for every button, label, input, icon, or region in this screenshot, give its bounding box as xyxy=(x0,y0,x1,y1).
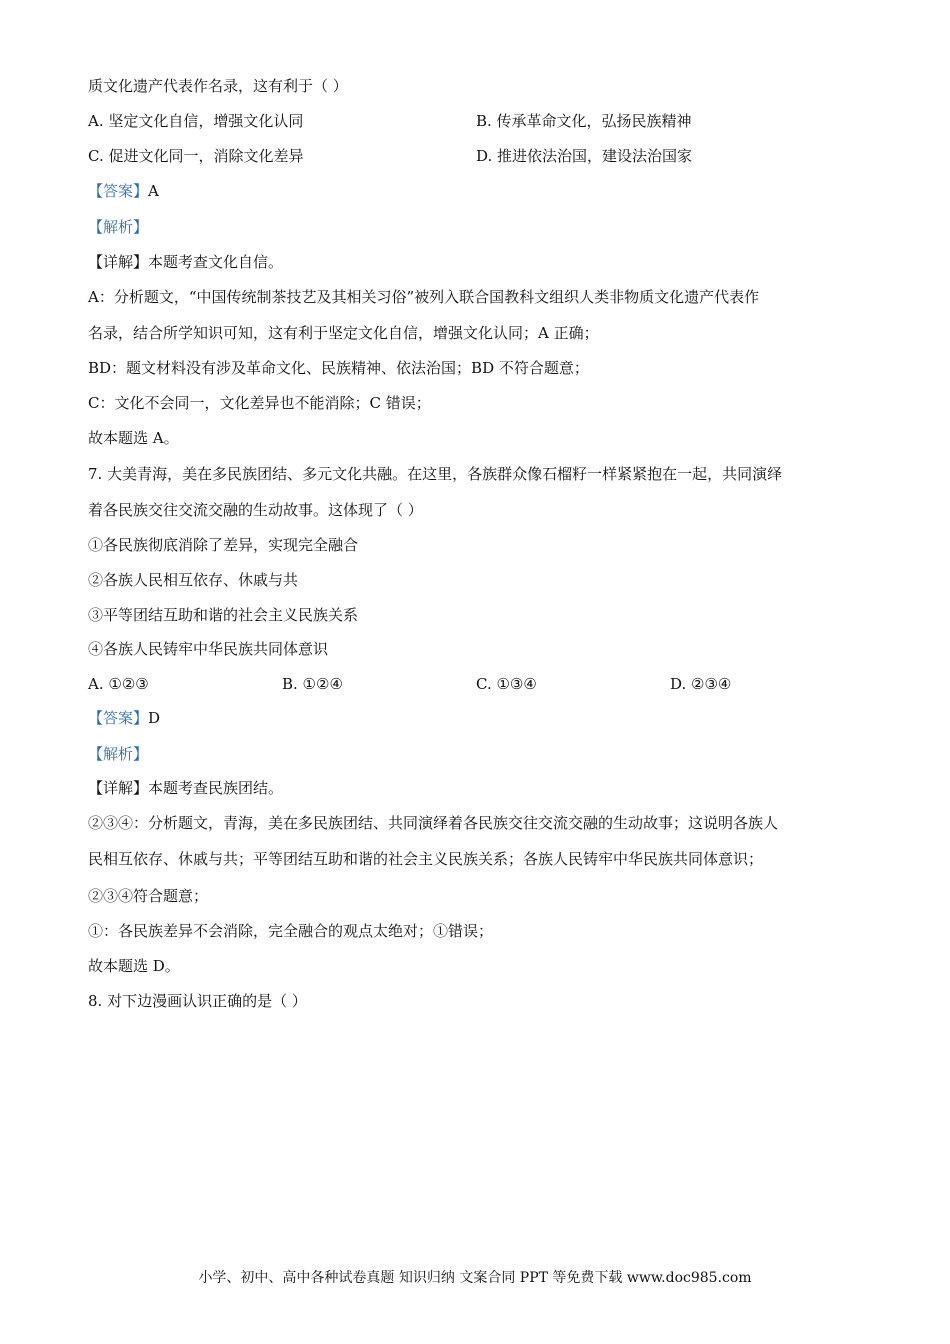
q7-explanation-line: ②③④符合题意； xyxy=(88,887,209,905)
detail-text: 本题考查文化自信。 xyxy=(148,253,284,271)
q6-explanation-line: A：分析题文，“中国传统制茶技艺及其相关习俗”被列入联合国教科文组织人类非物质文化遗产代表作 xyxy=(88,288,760,306)
q7-stem: 着各民族交往交流交融的生动故事。这体现了（ ） xyxy=(88,501,423,519)
q8-stem: 8. 对下边漫画认识正确的是（ ） xyxy=(88,992,307,1010)
q7-explanation-line: ①：各民族差异不会消除，完全融合的观点太绝对；①错误； xyxy=(88,922,494,940)
q7-detail xyxy=(88,778,283,798)
q7-explanation-line: 民相互依存、休戚与共；平等团结互助和谐的社会主义民族关系；各族人民铸牢中华民族共同体意识； xyxy=(88,850,764,868)
analysis-tag: 【解析】 xyxy=(88,745,149,763)
q7-item: ①各民族彻底消除了差异，实现完全融合 xyxy=(88,536,359,554)
q7-option-b: B. ①②④ xyxy=(282,675,343,693)
q6-answer xyxy=(88,181,159,201)
q7-item: ②各族人民相互依存、休戚与共 xyxy=(88,571,299,589)
q6-option-d: D. 推进依法治国，建设法治国家 xyxy=(476,147,693,165)
q6-explanation-line: C：文化不会同一，文化差异也不能消除；C 错误； xyxy=(88,394,431,412)
q6-explanation-line: 名录，结合所学知识可知，这有利于坚定文化自信，增强文化认同；A 正确； xyxy=(88,324,599,342)
q6-option-c: C. 促进文化同一，消除文化差异 xyxy=(88,147,304,165)
q7-analysis-heading xyxy=(88,744,148,764)
q6-conclusion: 故本题选 A。 xyxy=(88,429,179,447)
analysis-tag: 【解析】 xyxy=(88,218,149,236)
detail-tag: 【详解】 xyxy=(88,253,149,271)
q6-analysis-heading xyxy=(88,217,148,237)
detail-text: 本题考查民族团结。 xyxy=(148,779,284,797)
page-footer: 小学、初中、高中各种试卷真题 知识归纳 文案合同 PPT 等免费下载 www.doc985.com xyxy=(198,1270,752,1286)
answer-tag: 【答案】 xyxy=(88,182,149,200)
q6-option-b: B. 传承革命文化，弘扬民族精神 xyxy=(476,112,692,130)
q6-explanation-line: BD：题文材料没有涉及革命文化、民族精神、依法治国；BD 不符合题意； xyxy=(88,359,589,377)
q6-stem-continuation: 质文化遗产代表作名录，这有利于（ ） xyxy=(88,77,348,95)
q7-item: ③平等团结互助和谐的社会主义民族关系 xyxy=(88,606,359,624)
detail-tag: 【详解】 xyxy=(88,779,149,797)
answer-tag: 【答案】 xyxy=(88,709,149,727)
q7-conclusion: 故本题选 D。 xyxy=(88,957,180,975)
q6-detail xyxy=(88,252,283,272)
q7-option-d: D. ②③④ xyxy=(670,675,732,693)
answer-value: D xyxy=(148,709,161,727)
q7-item: ④各族人民铸牢中华民族共同体意识 xyxy=(88,640,329,658)
answer-value: A xyxy=(148,182,159,200)
q7-answer xyxy=(88,708,160,728)
q6-option-a: A. 坚定文化自信，增强文化认同 xyxy=(88,112,304,130)
q7-stem: 7. 大美青海，美在多民族团结、多元文化共融。在这里，各族群众像石榴籽一样紧紧抱在一起，共同演绎 xyxy=(88,465,783,483)
q7-option-a: A. ①②③ xyxy=(88,675,149,693)
q7-option-c: C. ①③④ xyxy=(476,675,537,693)
q7-explanation-line: ②③④：分析题文，青海，美在多民族团结、共同演绎着各民族交往交流交融的生动故事；这说明各族人 xyxy=(88,814,779,832)
